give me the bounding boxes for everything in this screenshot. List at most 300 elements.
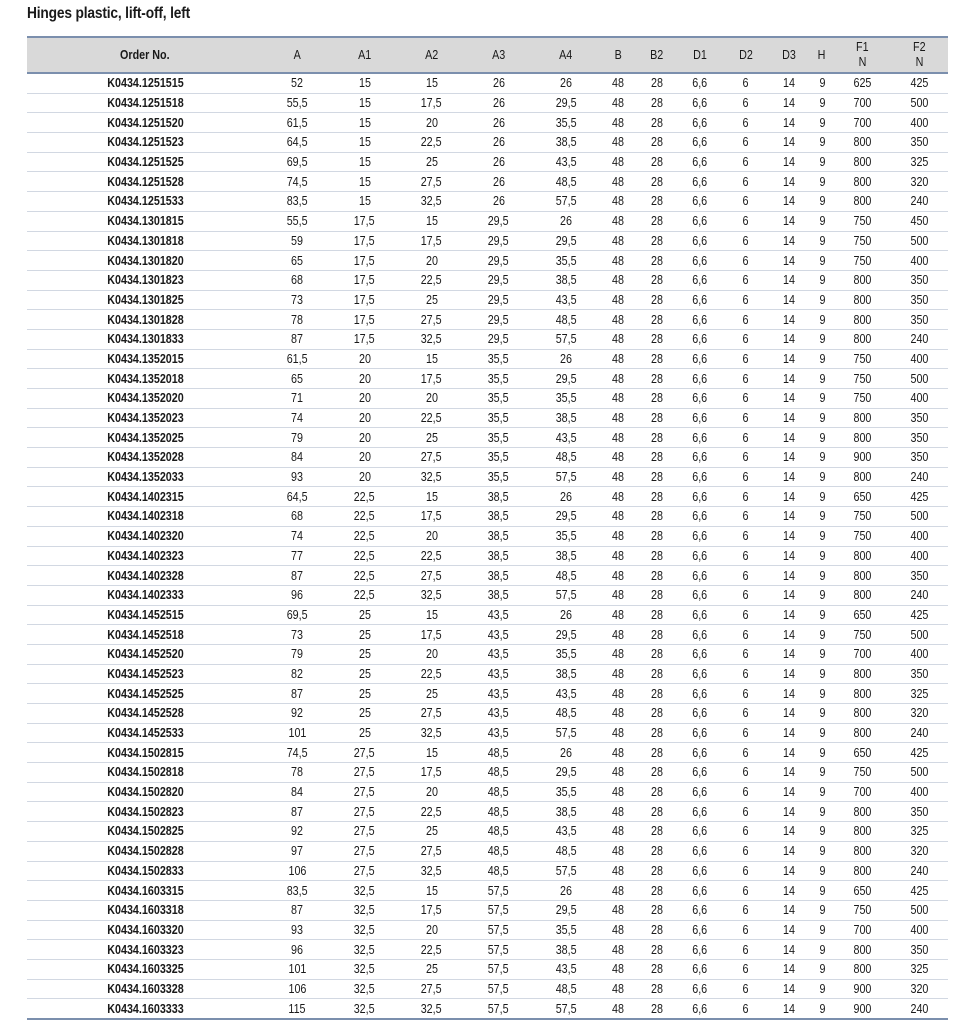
cell-text: 38,5 <box>488 489 509 504</box>
value-cell <box>677 585 723 605</box>
table-row <box>27 231 948 251</box>
cell-text: 25 <box>425 962 438 977</box>
order-number-cell <box>27 133 263 153</box>
value-cell <box>331 507 398 527</box>
cell-text: 38,5 <box>488 529 509 544</box>
value-cell <box>723 959 768 979</box>
value-cell <box>834 605 891 625</box>
cell-text: 28 <box>650 115 663 130</box>
cell-text: K0434.1402328 <box>106 568 184 583</box>
value-cell <box>600 546 636 566</box>
value-cell <box>810 999 834 1019</box>
cell-text: 25 <box>425 430 438 445</box>
value-cell <box>532 251 600 271</box>
value-cell <box>677 507 723 527</box>
value-cell <box>263 487 331 507</box>
cell-text: 59 <box>291 233 303 248</box>
cell-text: 57,5 <box>488 942 509 957</box>
cell-text: K0434.1603323 <box>106 942 184 957</box>
cell-text: 48,5 <box>555 706 577 721</box>
order-number-cell <box>27 507 263 527</box>
cell-text: 96 <box>291 588 303 603</box>
cell-text: 14 <box>783 312 795 327</box>
value-cell <box>636 684 677 704</box>
value-cell <box>810 959 834 979</box>
cell-text: 9 <box>819 765 825 780</box>
cell-text: 6,6 <box>692 351 708 366</box>
value-cell <box>465 723 532 743</box>
value-cell <box>331 310 398 330</box>
value-cell <box>263 73 331 93</box>
cell-text: 320 <box>910 706 929 721</box>
cell-text: K0434.1502833 <box>106 863 184 878</box>
order-number-cell <box>27 113 263 133</box>
value-cell <box>810 920 834 940</box>
value-cell <box>263 605 331 625</box>
cell-text: 43,5 <box>488 627 509 642</box>
cell-text: 750 <box>853 253 872 268</box>
value-cell <box>768 113 810 133</box>
cell-text: 9 <box>819 824 825 839</box>
order-number-cell <box>27 487 263 507</box>
value-cell <box>398 763 465 783</box>
cell-text: 43,5 <box>488 686 509 701</box>
value-cell <box>810 684 834 704</box>
cell-text: 14 <box>783 115 795 130</box>
value-cell <box>263 310 331 330</box>
value-cell <box>600 231 636 251</box>
value-cell <box>768 999 810 1019</box>
value-cell <box>331 231 398 251</box>
value-cell <box>263 743 331 763</box>
cell-text: 9 <box>819 568 825 583</box>
value-cell <box>263 389 331 409</box>
value-cell <box>465 625 532 645</box>
cell-text: 9 <box>819 233 825 248</box>
value-cell <box>465 349 532 369</box>
column-label: D3 <box>782 47 796 62</box>
column-label: A1 <box>357 47 372 62</box>
cell-text: 87 <box>291 804 303 819</box>
cell-text: 28 <box>650 588 663 603</box>
cell-text: 400 <box>910 647 929 662</box>
cell-text: 48 <box>612 312 624 327</box>
value-cell <box>465 448 532 468</box>
value-cell <box>810 822 834 842</box>
value-cell <box>465 704 532 724</box>
cell-text: 69,5 <box>286 607 308 622</box>
value-cell <box>891 920 948 940</box>
cell-text: 6,6 <box>692 627 708 642</box>
value-cell <box>263 625 331 645</box>
table-row <box>27 428 948 448</box>
cell-text: 48 <box>612 509 624 524</box>
value-cell <box>600 999 636 1019</box>
value-cell <box>891 172 948 192</box>
cell-text: 17,5 <box>354 253 375 268</box>
cell-text: 6 <box>742 588 749 603</box>
value-cell <box>677 940 723 960</box>
column-header-b <box>600 37 636 73</box>
cell-text: 9 <box>819 214 825 229</box>
order-number-cell <box>27 192 263 212</box>
cell-text: 43,5 <box>555 824 577 839</box>
cell-text: 6,6 <box>692 824 708 839</box>
value-cell <box>600 172 636 192</box>
value-cell <box>532 389 600 409</box>
value-cell <box>331 487 398 507</box>
cell-text: 27,5 <box>354 785 375 800</box>
cell-text: 350 <box>910 450 929 465</box>
cell-text: 6,6 <box>692 785 708 800</box>
value-cell <box>768 329 810 349</box>
cell-text: 61,5 <box>286 115 308 130</box>
value-cell <box>810 152 834 172</box>
cell-text: 6 <box>742 745 749 760</box>
cell-text: 32,5 <box>421 863 442 878</box>
value-cell <box>677 172 723 192</box>
value-cell <box>398 93 465 113</box>
cell-text: 350 <box>910 135 929 150</box>
value-cell <box>677 133 723 153</box>
value-cell <box>331 152 398 172</box>
value-cell <box>331 172 398 192</box>
value-cell <box>465 881 532 901</box>
cell-text: 43,5 <box>555 430 577 445</box>
order-number-cell <box>27 940 263 960</box>
cell-text: 800 <box>853 332 872 347</box>
value-cell <box>677 290 723 310</box>
value-cell <box>768 231 810 251</box>
cell-text: 20 <box>358 430 371 445</box>
cell-text: 14 <box>783 922 795 937</box>
table-header <box>27 37 948 73</box>
cell-text: 48 <box>612 627 624 642</box>
cell-text: 6 <box>742 942 749 957</box>
value-cell <box>768 487 810 507</box>
value-cell <box>532 507 600 527</box>
value-cell <box>600 704 636 724</box>
cell-text: 15 <box>358 76 371 91</box>
value-cell <box>834 428 891 448</box>
cell-text: 15 <box>425 883 438 898</box>
cell-text: 240 <box>910 726 929 741</box>
cell-text: 500 <box>910 903 929 918</box>
value-cell <box>768 526 810 546</box>
cell-text: 57,5 <box>488 981 509 996</box>
cell-text: 28 <box>650 607 663 622</box>
value-cell <box>834 723 891 743</box>
value-cell <box>636 940 677 960</box>
column-label: Order No. <box>120 47 170 62</box>
cell-text: 14 <box>783 726 795 741</box>
value-cell <box>465 763 532 783</box>
cell-text: 55,5 <box>286 96 308 111</box>
value-cell <box>398 900 465 920</box>
column-label: H <box>818 47 826 62</box>
cell-text: 400 <box>910 922 929 937</box>
cell-text: 900 <box>853 981 872 996</box>
cell-text: 32,5 <box>421 1001 442 1016</box>
table-row <box>27 644 948 664</box>
cell-text: 26 <box>492 155 505 170</box>
value-cell <box>834 369 891 389</box>
value-cell <box>677 920 723 940</box>
value-cell <box>891 841 948 861</box>
page-title: Hinges plastic, lift-off, left <box>27 5 191 22</box>
value-cell <box>677 959 723 979</box>
value-cell <box>331 861 398 881</box>
table-row <box>27 566 948 586</box>
cell-text: 48,5 <box>555 981 577 996</box>
value-cell <box>834 546 891 566</box>
value-cell <box>723 605 768 625</box>
value-cell <box>768 959 810 979</box>
cell-text: 9 <box>819 785 825 800</box>
value-cell <box>331 723 398 743</box>
value-cell <box>636 290 677 310</box>
value-cell <box>398 940 465 960</box>
cell-text: 28 <box>650 883 663 898</box>
cell-text: 17,5 <box>421 627 442 642</box>
value-cell <box>465 644 532 664</box>
cell-text: 29,5 <box>488 253 509 268</box>
cell-text: 14 <box>783 883 795 898</box>
cell-text: 52 <box>291 76 303 91</box>
value-cell <box>465 290 532 310</box>
table-row <box>27 605 948 625</box>
order-number-cell <box>27 841 263 861</box>
cell-text: 14 <box>783 470 795 485</box>
column-unit: N <box>915 55 924 69</box>
cell-text: K0434.1603315 <box>106 883 184 898</box>
value-cell <box>532 585 600 605</box>
cell-text: 28 <box>650 135 663 150</box>
cell-text: 48 <box>612 430 624 445</box>
value-cell <box>532 704 600 724</box>
value-cell <box>263 920 331 940</box>
value-cell <box>600 507 636 527</box>
value-cell <box>834 664 891 684</box>
value-cell <box>677 349 723 369</box>
cell-text: K0434.1251515 <box>106 76 184 91</box>
cell-text: 25 <box>425 686 438 701</box>
value-cell <box>891 763 948 783</box>
cell-text: 800 <box>853 942 872 957</box>
cell-text: 57,5 <box>555 863 577 878</box>
value-cell <box>810 231 834 251</box>
value-cell <box>834 802 891 822</box>
table-row <box>27 113 948 133</box>
value-cell <box>723 428 768 448</box>
value-cell <box>636 310 677 330</box>
value-cell <box>331 408 398 428</box>
value-cell <box>636 822 677 842</box>
column-label: A <box>293 47 301 62</box>
cell-text: 6,6 <box>692 726 708 741</box>
value-cell <box>465 566 532 586</box>
cell-text: 14 <box>783 214 795 229</box>
cell-text: 69,5 <box>286 155 308 170</box>
value-cell <box>768 133 810 153</box>
value-cell <box>465 428 532 448</box>
value-cell <box>677 684 723 704</box>
cell-text: 43,5 <box>555 155 577 170</box>
value-cell <box>532 526 600 546</box>
cell-text: 27,5 <box>421 312 442 327</box>
cell-text: 38,5 <box>555 548 577 563</box>
cell-text: 17,5 <box>354 292 375 307</box>
value-cell <box>398 310 465 330</box>
value-cell <box>600 428 636 448</box>
cell-text: 48 <box>612 233 624 248</box>
value-cell <box>532 349 600 369</box>
cell-text: K0434.1251520 <box>106 115 184 130</box>
cell-text: 800 <box>853 568 872 583</box>
value-cell <box>465 389 532 409</box>
cell-text: 43,5 <box>488 726 509 741</box>
cell-text: 6 <box>742 351 749 366</box>
cell-text: 28 <box>650 253 663 268</box>
value-cell <box>331 605 398 625</box>
cell-text: 101 <box>288 962 306 977</box>
cell-text: 48 <box>612 214 624 229</box>
table-row <box>27 310 948 330</box>
value-cell <box>465 841 532 861</box>
value-cell <box>331 959 398 979</box>
cell-text: 48 <box>612 529 624 544</box>
value-cell <box>891 211 948 231</box>
value-cell <box>263 959 331 979</box>
cell-text: 29,5 <box>488 332 509 347</box>
value-cell <box>398 467 465 487</box>
value-cell <box>600 822 636 842</box>
cell-text: 48 <box>612 332 624 347</box>
cell-text: K0434.1352023 <box>106 411 184 426</box>
cell-text: 9 <box>819 863 825 878</box>
cell-text: 28 <box>650 351 663 366</box>
value-cell <box>810 605 834 625</box>
value-cell <box>834 231 891 251</box>
value-cell <box>398 507 465 527</box>
value-cell <box>891 467 948 487</box>
cell-text: 9 <box>819 312 825 327</box>
cell-text: 800 <box>853 844 872 859</box>
cell-text: 48 <box>612 411 624 426</box>
cell-text: 43,5 <box>555 292 577 307</box>
cell-text: 22,5 <box>354 568 375 583</box>
table-row <box>27 881 948 901</box>
value-cell <box>331 644 398 664</box>
cell-text: K0434.1251525 <box>106 155 184 170</box>
cell-text: K0434.1352015 <box>106 351 184 366</box>
value-cell <box>331 940 398 960</box>
value-cell <box>465 585 532 605</box>
cell-text: 6,6 <box>692 371 708 386</box>
value-cell <box>465 172 532 192</box>
cell-text: 750 <box>853 351 872 366</box>
value-cell <box>398 428 465 448</box>
table-row <box>27 507 948 527</box>
cell-text: 9 <box>819 96 825 111</box>
value-cell <box>263 349 331 369</box>
cell-text: 26 <box>560 745 572 760</box>
value-cell <box>263 329 331 349</box>
value-cell <box>331 251 398 271</box>
value-cell <box>834 822 891 842</box>
order-number-cell <box>27 369 263 389</box>
cell-text: 48 <box>612 903 624 918</box>
cell-text: K0434.1502815 <box>106 745 184 760</box>
cell-text: 35,5 <box>555 253 577 268</box>
value-cell <box>636 861 677 881</box>
cell-text: 48,5 <box>488 804 509 819</box>
cell-text: K0434.1301815 <box>106 214 184 229</box>
value-cell <box>723 93 768 113</box>
value-cell <box>600 940 636 960</box>
order-number-cell <box>27 389 263 409</box>
value-cell <box>810 389 834 409</box>
cell-text: 6,6 <box>692 666 708 681</box>
value-cell <box>723 113 768 133</box>
cell-text: 14 <box>783 745 795 760</box>
cell-text: 96 <box>291 942 303 957</box>
value-cell <box>768 644 810 664</box>
value-cell <box>532 211 600 231</box>
value-cell <box>532 822 600 842</box>
cell-text: 400 <box>910 253 929 268</box>
value-cell <box>263 841 331 861</box>
table-row <box>27 704 948 724</box>
cell-text: 48 <box>612 785 624 800</box>
value-cell <box>636 763 677 783</box>
cell-text: 6 <box>742 430 749 445</box>
cell-text: 6 <box>742 312 749 327</box>
value-cell <box>331 625 398 645</box>
cell-text: 20 <box>425 391 438 406</box>
cell-text: 48,5 <box>555 568 577 583</box>
value-cell <box>891 743 948 763</box>
cell-text: 6,6 <box>692 647 708 662</box>
cell-text: 6 <box>742 292 749 307</box>
cell-text: 29,5 <box>555 233 577 248</box>
cell-text: 800 <box>853 155 872 170</box>
cell-text: 14 <box>783 430 795 445</box>
value-cell <box>263 270 331 290</box>
value-cell <box>723 448 768 468</box>
value-cell <box>768 93 810 113</box>
cell-text: 83,5 <box>286 883 308 898</box>
cell-text: K0434.1502820 <box>106 785 184 800</box>
value-cell <box>723 566 768 586</box>
value-cell <box>532 73 600 93</box>
cell-text: 6,6 <box>692 844 708 859</box>
value-cell <box>677 408 723 428</box>
header-row <box>27 37 948 73</box>
cell-text: 48 <box>612 470 624 485</box>
column-header-a1 <box>331 37 398 73</box>
value-cell <box>891 428 948 448</box>
value-cell <box>636 723 677 743</box>
value-cell <box>263 704 331 724</box>
cell-text: 84 <box>291 785 303 800</box>
cell-text: 6 <box>742 332 749 347</box>
cell-text: 14 <box>783 332 795 347</box>
value-cell <box>263 861 331 881</box>
value-cell <box>768 723 810 743</box>
cell-text: 28 <box>650 726 663 741</box>
value-cell <box>532 644 600 664</box>
